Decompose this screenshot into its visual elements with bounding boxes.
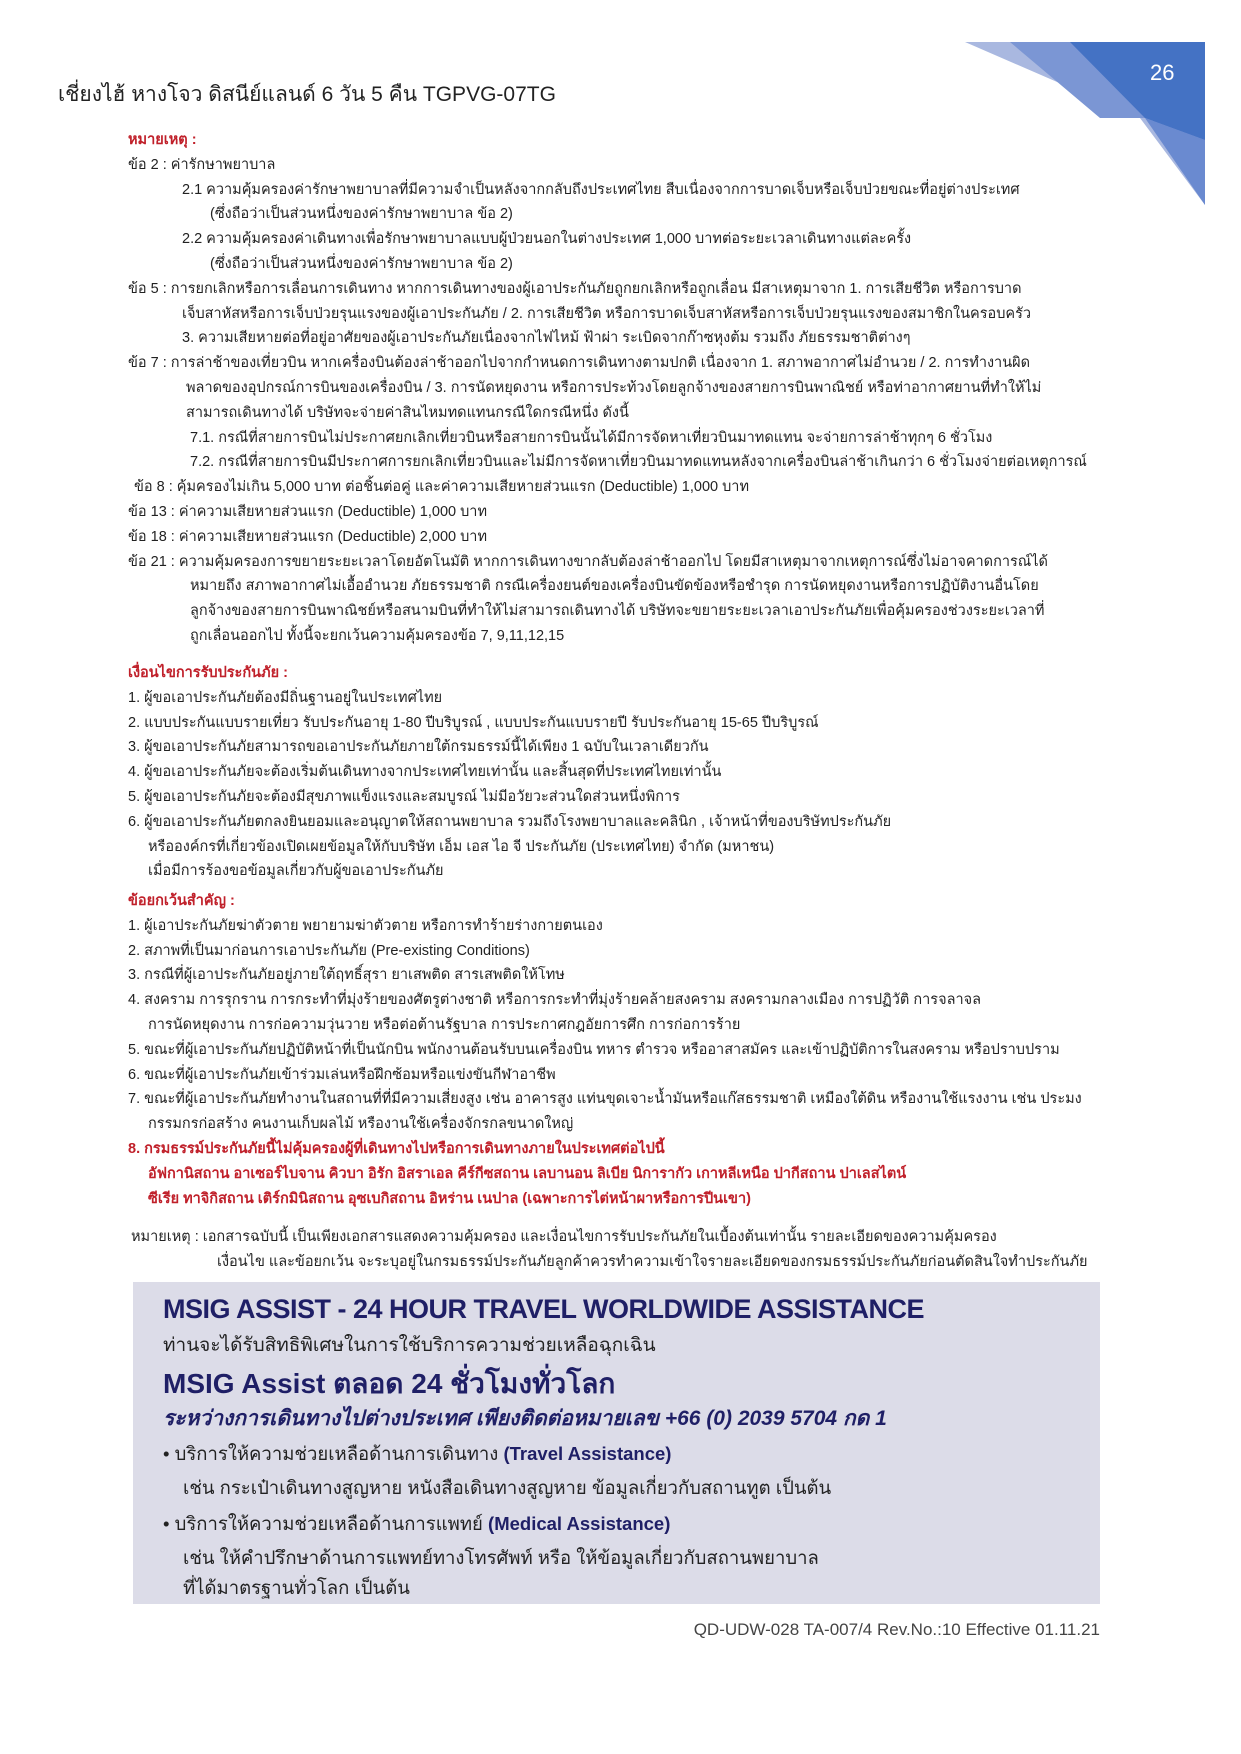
note-line: 2.2 ความคุ้มครองค่าเดินทางเพื่อรักษาพยาบาลแบบผู้ป่วยนอกในต่างประเทศ 1,000 บาทต่อระยะเวลาเดินทางแต่ละครั้ง bbox=[182, 231, 912, 248]
bullet-detail: เช่น กระเป๋าเดินทางสูญหาย หนังสือเดินทางสูญหาย ข้อมูลเกี่ยวกับสถานทูต เป็นต้น bbox=[183, 1477, 832, 1498]
bullet-medical: • บริการให้ความช่วยเหลือด้านการแพทย์ (Medical Assistance) bbox=[163, 1513, 671, 1534]
condition-line: เมื่อมีการร้องขอข้อมูลเกี่ยวกับผู้ขอเอาประกันภัย bbox=[148, 863, 444, 880]
exclusion-line: 2. สภาพที่เป็นมาก่อนการเอาประกันภัย (Pre-existing Conditions) bbox=[128, 942, 530, 959]
exclusions-heading: ข้อยกเว้นสำคัญ : bbox=[128, 893, 235, 909]
note-line: 2.1 ความคุ้มครองค่ารักษาพยาบาลที่มีความจำเป็นหลังจากกลับถึงประเทศไทย สืบเนื่องจากการบาดเจ็บหรือเจ็บป่วยขณะที่อยู่ต่างประเทศ bbox=[182, 181, 1020, 198]
note-line: สามารถเดินทางได้ บริษัทจะจ่ายค่าสินไหมทดแทนกรณีใดกรณีหนึ่ง ดังนี้ bbox=[186, 404, 629, 421]
disclaimer-line: หมายเหตุ : เอกสารฉบับนี้ เป็นเพียงเอกสารแสดงความคุ้มครอง และเงื่อนไขการรับประกันภัยในเบื้องต้นเท่านั้น รายละเอียดของความคุ้มครอง bbox=[131, 1229, 997, 1245]
note-line: (ซึ่งถือว่าเป็นส่วนหนึ่งของค่ารักษาพยาบาล ข้อ 2) bbox=[210, 206, 513, 223]
condition-line: 2. แบบประกันแบบรายเที่ยว รับประกันอายุ 1-80 ปีบริบูรณ์ , แบบประกันแบบรายปี รับประกันอายุ 15-65 ปีบริบูรณ์ bbox=[128, 714, 819, 731]
exclusion-line: 5. ขณะที่ผู้เอาประกันภัยปฏิบัติหน้าที่เป็นนักบิน พนักงานต้อนรับบนเครื่องบิน ทหาร ตำรวจ หรืออาสาสมัคร และเข้าปฏิบัติการในสงคราม หรือปราบปราม bbox=[128, 1041, 1060, 1058]
exclusion-line: 4. สงคราม การรุกราน การกระทำที่มุ่งร้ายของศัตรูต่างชาติ หรือการกระทำที่มุ่งร้ายคล้ายสงคราม สงครามกลางเมือง การปฏิวัติ การจลาจล bbox=[128, 992, 981, 1009]
disclaimer bbox=[131, 1225, 1131, 1275]
note-line: 7.2. กรณีที่สายการบินมีประกาศการยกเลิกเที่ยวบินและไม่มีการจัดหาเที่ยวบินมาทดแทนหลังจากเครื่องบินล่าช้าเกินกว่า 6 ชั่วโมงจ่ายต่อเหตุการณ์ bbox=[190, 454, 1087, 471]
condition-line: 4. ผู้ขอเอาประกันภัยจะต้องเริ่มต้นเดินทางจากประเทศไทยเท่านั้น และสิ้นสุดที่ประเทศไทยเท่านั้น bbox=[128, 764, 722, 781]
assist-phone: ระหว่างการเดินทางไปต่างประเทศ เพียงติดต่อหมายเลข +66 (0) 2039 5704 กด 1 bbox=[163, 1407, 887, 1430]
bullet-text: บริการให้ความช่วยเหลือด้านการแพทย์ bbox=[174, 1513, 483, 1534]
condition-line: 6. ผู้ขอเอาประกันภัยตกลงยินยอมและอนุญาตให้สถานพยาบาล รวมถึงโรงพยาบาลและคลินิก , เจ้าหน้าที่ของบริษัทประกันภัย bbox=[128, 813, 892, 830]
document-code: QD-UDW-028 TA-007/4 Rev.No.:10 Effective 01.11.21 bbox=[693, 1620, 1100, 1639]
assist-title: MSIG ASSIST - 24 HOUR TRAVEL WORLDWIDE ASSISTANCE bbox=[163, 1294, 925, 1324]
excluded-countries: ซีเรีย ทาจิกิสถาน เติร์กมินิสถาน อุซเบกิสถาน อิหร่าน เนปาล (เฉพาะการไต่หน้าผาหรือการปีนเขา) bbox=[148, 1190, 751, 1207]
condition-line: หรือองค์กรที่เกี่ยวข้องเปิดเผยข้อมูลให้กับบริษัท เอ็ม เอส ไอ จี ประกันภัย (ประเทศไทย) จำกัด (มหาชน) bbox=[148, 838, 775, 855]
exclusion-line: 6. ขณะที่ผู้เอาประกันภัยเข้าร่วมเล่นหรือฝึกซ้อมหรือแข่งขันกีฬาอาชีพ bbox=[128, 1066, 556, 1083]
exclusion-line: การนัดหยุดงาน การก่อความวุ่นวาย หรือต่อต้านรัฐบาล การประกาศกฎอัยการศึก การก่อการร้าย bbox=[148, 1016, 741, 1033]
conditions-section bbox=[128, 661, 1128, 884]
bullet-detail: เช่น ให้คำปรึกษาด้านการแพทย์ทางโทรศัพท์ หรือ ให้ข้อมูลเกี่ยวกับสถานพยาบาล bbox=[183, 1547, 819, 1568]
notes-heading: หมายเหตุ : bbox=[128, 132, 197, 148]
excluded-countries: อัฟกานิสถาน อาเซอร์ไบจาน คิวบา อิรัก อิสราเอล คีร์กีซสถาน เลบานอน ลิเบีย นิการากัว เกาหลีเหนือ ปากีสถาน ปาเลสไตน์ bbox=[148, 1165, 907, 1182]
note-line: ข้อ 2 : ค่ารักษาพยาบาล bbox=[128, 156, 276, 173]
condition-line: 1. ผู้ขอเอาประกันภัยต้องมีถิ่นฐานอยู่ในประเทศไทย bbox=[128, 689, 443, 706]
note-line: ลูกจ้างของสายการบินพาณิชย์หรือสนามบินที่ทำให้ไม่สามารถเดินทางได้ บริษัทจะขยายระยะเวลาเอาประกันภัยเพื่อคุ้มครองช่วงระยะเวลาที่ bbox=[190, 603, 1045, 620]
exclusion-line: 8. กรมธรรม์ประกันภัยนี้ไม่คุ้มครองผู้ที่เดินทางไปหรือการเดินทางภายในประเทศต่อไปนี้ bbox=[128, 1140, 665, 1157]
bullet-bold: (Travel Assistance) bbox=[503, 1443, 672, 1464]
bullet-travel: • บริการให้ความช่วยเหลือด้านการเดินทาง (Travel Assistance) bbox=[163, 1443, 672, 1464]
note-line: (ซึ่งถือว่าเป็นส่วนหนึ่งของค่ารักษาพยาบาล ข้อ 2) bbox=[210, 255, 513, 272]
msig-assist-box bbox=[133, 1282, 1100, 1604]
assist-headline: MSIG Assist ตลอด 24 ชั่วโมงทั่วโลก bbox=[163, 1368, 616, 1399]
exclusion-line: กรรมกรก่อสร้าง คนงานเก็บผลไม้ หรืองานใช้เครื่องจักรกลขนาดใหญ่ bbox=[148, 1116, 574, 1133]
assist-subtitle: ท่านจะได้รับสิทธิพิเศษในการใช้บริการความช่วยเหลือฉุกเฉิน bbox=[163, 1335, 656, 1356]
exclusion-line: 7. ขณะที่ผู้เอาประกันภัยทำงานในสถานที่ที่มีความเสี่ยงสูง เช่น อาคารสูง แท่นขุดเจาะน้ำมันหรือแก๊สธรรมชาติ เหมืองใต้ดิน หรืองานใช้แรงงาน เช่น ประมง bbox=[128, 1091, 1082, 1108]
exclusion-line: 3. กรณีที่ผู้เอาประกันภัยอยู่ภายใต้ฤทธิ์สุรา ยาเสพติด สารเสพติดให้โทษ bbox=[128, 967, 565, 984]
note-line: ข้อ 21 : ความคุ้มครองการขยายระยะเวลาโดยอัตโนมัติ หากการเดินทางขากลับต้องล่าช้าออกไป โดยมีสาเหตุมาจากเหตุการณ์ซึ่งไม่อาจคาดการณ์ได้ bbox=[128, 553, 1048, 570]
note-line: หมายถึง สภาพอากาศไม่เอื้ออำนวย ภัยธรรมชาติ กรณีเครื่องยนต์ของเครื่องบินขัดข้องหรือชำรุด การนัดหยุดงานหรือการปฏิบัติงานอื่นโดย bbox=[190, 578, 1039, 595]
note-line: 3. ความเสียหายต่อที่อยู่อาศัยของผู้เอาประกันภัยเนื่องจากไฟไหม้ ฟ้าผ่า ระเบิดจากก๊าซหุงต้ม รวมถึง ภัยธรรมชาติต่างๆ bbox=[182, 330, 911, 347]
bullet-detail: ที่ได้มาตรฐานทั่วโลก เป็นต้น bbox=[183, 1577, 410, 1598]
note-line: ข้อ 7 : การล่าช้าของเที่ยวบิน หากเครื่องบินต้องล่าช้าออกไปจากกำหนดการเดินทางตามปกติ เนื่องจาก 1. สภาพอากาศไม่อำนวย / 2. การทำงานผิด bbox=[128, 355, 1031, 372]
notes-section bbox=[128, 128, 1128, 649]
exclusions-section bbox=[128, 889, 1128, 1211]
note-line: ข้อ 18 : ค่าความเสียหายส่วนแรก (Deductible) 2,000 บาท bbox=[128, 528, 488, 545]
bullet-text: บริการให้ความช่วยเหลือด้านการเดินทาง bbox=[174, 1443, 499, 1464]
condition-line: 5. ผู้ขอเอาประกันภัยจะต้องมีสุขภาพแข็งแรงและสมบูรณ์ ไม่มีอวัยวะส่วนใดส่วนหนึ่งพิการ bbox=[128, 788, 680, 805]
note-line: เจ็บสาหัสหรือการเจ็บป่วยรุนแรงของผู้เอาประกันภัย / 2. การเสียชีวิต หรือการบาดเจ็บสาหัสหรือการเจ็บป่วยรุนแรงของสมาชิกในครอบครัว bbox=[182, 305, 1032, 322]
note-line: ข้อ 13 : ค่าความเสียหายส่วนแรก (Deductible) 1,000 บาท bbox=[128, 503, 488, 520]
note-line: ข้อ 8 : คุ้มครองไม่เกิน 5,000 บาท ต่อชิ้นต่อคู่ และค่าความเสียหายส่วนแรก (Deductible) 1,000 บาท bbox=[134, 479, 750, 496]
note-line: 7.1. กรณีที่สายการบินไม่ประกาศยกเลิกเที่ยวบินหรือสายการบินนั้นได้มีการจัดหาเที่ยวบินมาทดแทน จะจ่ายการล่าช้าทุกๆ 6 ชั่วโมง bbox=[190, 429, 993, 446]
note-line: ข้อ 5 : การยกเลิกหรือการเลื่อนการเดินทาง หากการเดินทางของผู้เอาประกันภัยถูกยกเลิกหรือถูกเลื่อน มีสาเหตุมาจาก 1. การเสียชีวิต หรือการบาด bbox=[128, 280, 1022, 297]
page-number: 26 bbox=[1150, 60, 1175, 85]
exclusion-line: 1. ผู้เอาประกันภัยฆ่าตัวตาย พยายามฆ่าตัวตาย หรือการทำร้ายร่างกายตนเอง bbox=[128, 917, 603, 934]
conditions-heading: เงื่อนไขการรับประกันภัย : bbox=[128, 665, 288, 681]
condition-line: 3. ผู้ขอเอาประกันภัยสามารถขอเอาประกันภัยภายใต้กรมธรรม์นี้ได้เพียง 1 ฉบับในเวลาเดียวกัน bbox=[128, 739, 709, 756]
document-title: เชี่ยงไฮ้ หางโจว ดิสนีย์แลนด์ 6 วัน 5 คืน TGPVG-07TG bbox=[58, 83, 556, 106]
note-line: พลาดของอุปกรณ์การบินของเครื่องบิน / 3. การนัดหยุดงาน หรือการประท้วงโดยลูกจ้างของสายการบินพาณิชย์ หรือท่าอากาศยานที่ทำให้ไม่ bbox=[186, 379, 1042, 396]
bullet-bold: (Medical Assistance) bbox=[488, 1513, 671, 1534]
disclaimer-line: เงื่อนไข และข้อยกเว้น จะระบุอยู่ในกรมธรรม์ประกันภัยลูกค้าควรทำความเข้าใจรายละเอียดของกรมธรรม์ประกันภัยก่อนตัดสินใจทำประกันภัย bbox=[217, 1253, 1088, 1270]
note-line: ถูกเลื่อนออกไป ทั้งนี้จะยกเว้นความคุ้มครองข้อ 7, 9,11,12,15 bbox=[190, 627, 565, 644]
